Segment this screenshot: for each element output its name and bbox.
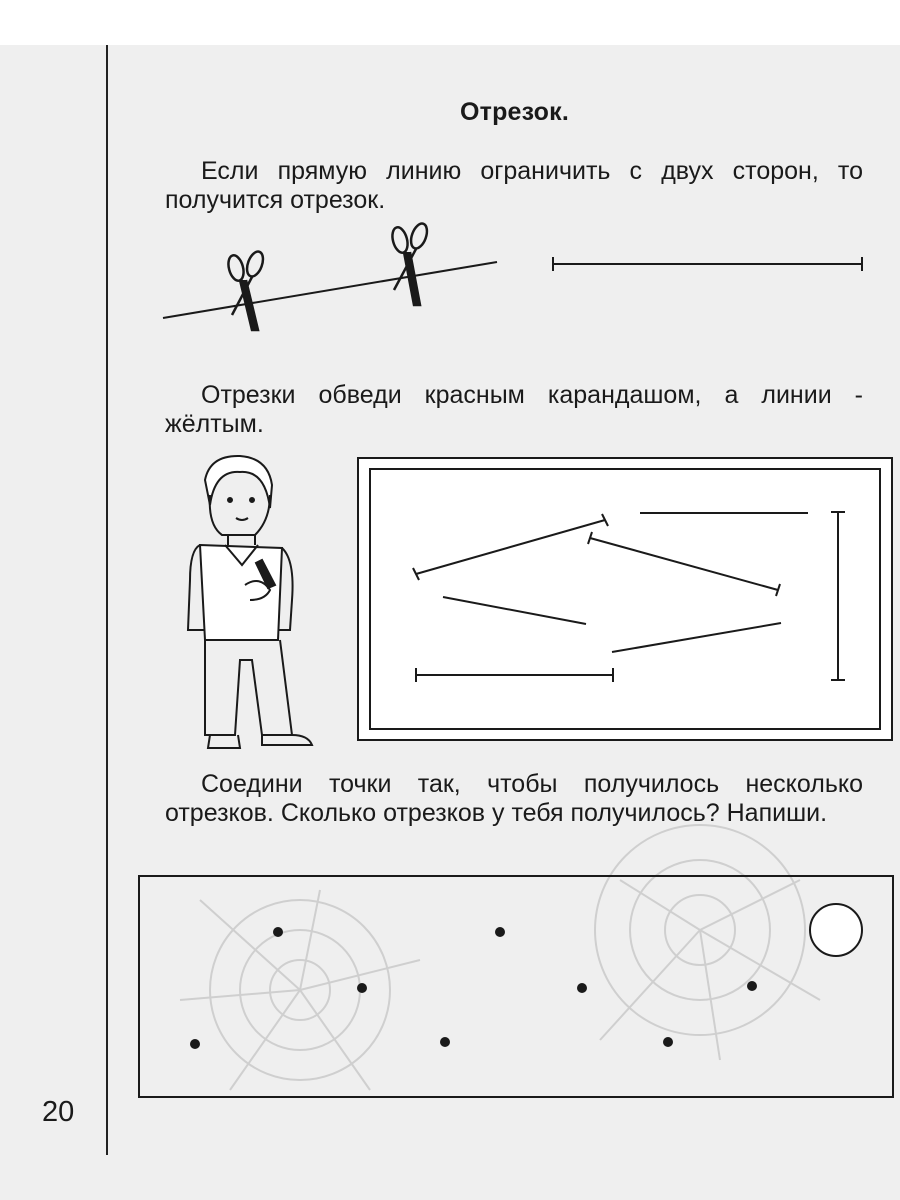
task2-text: Соедини точки так, чтобы получилось несколько отрезков. Сколько отрезков у тебя получилось? Напиши. (165, 770, 863, 827)
line-with-scissors-example (163, 262, 497, 318)
dot[interactable] (440, 1037, 450, 1047)
answer-circle[interactable] (810, 904, 862, 956)
dot[interactable] (663, 1037, 673, 1047)
dot[interactable] (190, 1039, 200, 1049)
dot[interactable] (357, 983, 367, 993)
task1-text: Отрезки обведи красным карандашом, а линии - жёлтым. (165, 381, 863, 438)
dot[interactable] (577, 983, 587, 993)
dot[interactable] (747, 981, 757, 991)
intro-paragraph (165, 157, 863, 215)
intro-text: Если прямую линию ограничить с двух сторон, то получится отрезок. (165, 157, 863, 214)
dot[interactable] (273, 927, 283, 937)
page-title: Отрезок. (460, 98, 569, 126)
task2-paragraph (165, 770, 863, 828)
spider-web-background (180, 825, 820, 1090)
boy-with-pencil-figure (188, 456, 312, 748)
dots-exercise-frame (139, 876, 893, 1097)
segment-example (553, 257, 862, 271)
scissors-icon (390, 221, 430, 305)
task1-paragraph (165, 381, 863, 439)
dot[interactable] (495, 927, 505, 937)
segments-exercise-frame (358, 458, 892, 740)
page-number: 20 (42, 1096, 75, 1128)
scissors-icon (226, 249, 266, 330)
